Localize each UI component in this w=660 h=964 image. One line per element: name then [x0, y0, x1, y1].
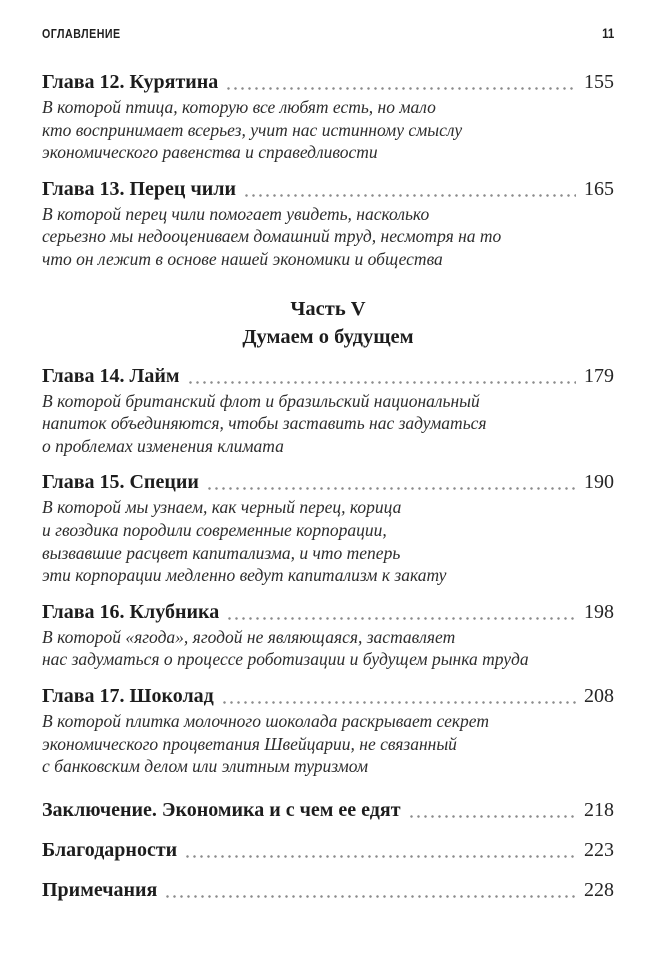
chapter-description [42, 626, 614, 671]
section-page-number: 228 [584, 878, 614, 901]
chapter-page-number: 155 [584, 71, 614, 93]
chapter-page-number: 179 [584, 364, 614, 387]
description-line: кто воспринимает всерьез, учит нас истинному смыслу [42, 119, 463, 140]
description-line: В которой мы узнаем, как черный перец, корица [42, 497, 402, 518]
chapter-description [42, 710, 614, 778]
description-line: вызвавшие расцвет капитализма, и что теперь [42, 542, 401, 563]
page-header [42, 26, 614, 41]
dot-leader [223, 701, 576, 704]
description-line: с банковским делом или элитным туризмом [42, 756, 369, 777]
toc-entry-row[interactable] [42, 683, 614, 709]
description-line: В которой британский флот и бразильский национальный [42, 390, 480, 411]
description-line: В которой «ягода», ягодой не являющаяся, заставляет [42, 626, 456, 647]
chapter-description [42, 390, 614, 458]
chapter-page-number: 198 [584, 600, 614, 623]
toc-entry-chapter-12 [42, 69, 614, 164]
part-number: Часть V [290, 297, 366, 320]
toc-entry-row[interactable] [42, 599, 614, 625]
dot-leader [186, 855, 576, 858]
section-title: Заключение. Экономика и с чем ее едят [42, 798, 401, 821]
chapter-description [42, 496, 614, 586]
chapter-page-number: 208 [584, 684, 614, 707]
description-line: экономического процветания Швейцарии, не связанный [42, 733, 457, 754]
dot-leader [189, 381, 576, 384]
toc-entry-conclusion [42, 797, 614, 823]
description-line: напиток объединяются, чтобы заставить нас задуматься [42, 413, 487, 434]
chapter-title: Глава 16. Клубника [42, 600, 220, 623]
chapter-page-number: 165 [584, 177, 614, 200]
running-title: ОГЛАВЛЕНИЕ [42, 26, 121, 41]
chapter-title: Глава 12. Курятина [42, 71, 219, 93]
toc-entry-row[interactable] [42, 176, 614, 202]
part-title: Думаем о будущем [242, 325, 414, 348]
description-line: серьезно мы недооцениваем домашний труд, несмотря на то [42, 226, 502, 247]
toc-entry-chapter-17 [42, 683, 614, 778]
description-line: о проблемах изменения климата [42, 435, 284, 456]
description-line: В которой птица, которую все любят есть, но мало [42, 97, 436, 117]
toc-entry-chapter-14 [42, 363, 614, 458]
toc-entry-row[interactable] [42, 469, 614, 495]
section-page-number: 223 [584, 838, 614, 861]
toc-entry-row[interactable] [42, 69, 614, 95]
toc-entry-row[interactable] [42, 363, 614, 389]
toc-entry-notes [42, 877, 614, 903]
toc-entry-chapter-13 [42, 176, 614, 271]
toc-entry-row[interactable] [42, 877, 614, 903]
dot-leader [228, 617, 576, 620]
chapter-title: Глава 14. Лайм [42, 364, 180, 387]
toc-entry-chapter-16 [42, 599, 614, 671]
description-line: и гвоздика породили современные корпорации, [42, 519, 387, 540]
description-line: экономического равенства и справедливости [42, 142, 378, 163]
section-title: Благодарности [42, 838, 178, 861]
section-title: Примечания [42, 878, 158, 901]
description-line: нас задуматься о процессе роботизации и будущем рынка труда [42, 649, 529, 670]
chapter-title: Глава 13. Перец чили [42, 177, 236, 200]
toc-entry-row[interactable] [42, 797, 614, 823]
chapter-title: Глава 15. Специи [42, 471, 199, 494]
description-line: что он лежит в основе нашей экономики и общества [42, 248, 443, 269]
dot-leader [227, 87, 576, 90]
section-page-number: 218 [584, 798, 614, 821]
part-heading [42, 295, 614, 351]
dot-leader [245, 194, 576, 197]
description-line: эти корпорации медленно ведут капитализм к закату [42, 565, 447, 586]
chapter-description [42, 203, 614, 271]
dot-leader [166, 895, 576, 898]
toc-entry-chapter-15 [42, 469, 614, 586]
chapter-description [42, 96, 614, 164]
toc-entry-acknowledgements [42, 837, 614, 863]
dot-leader [208, 487, 576, 490]
toc-entry-row[interactable] [42, 837, 614, 863]
description-line: В которой перец чили помогает увидеть, насколько [42, 203, 430, 224]
chapter-page-number: 190 [584, 471, 614, 494]
page-number: 11 [601, 26, 614, 41]
dot-leader [410, 815, 576, 818]
chapter-title: Глава 17. Шоколад [42, 684, 214, 707]
description-line: В которой плитка молочного шоколада раскрывает секрет [42, 710, 489, 731]
